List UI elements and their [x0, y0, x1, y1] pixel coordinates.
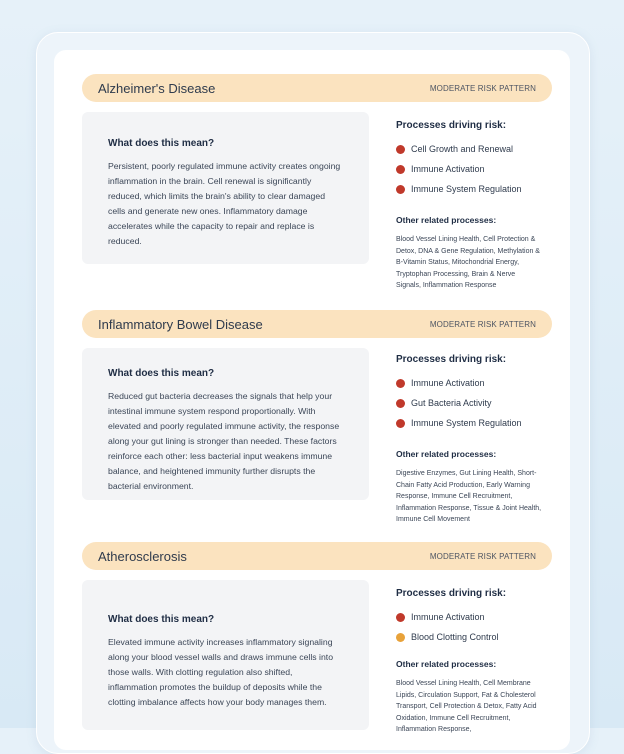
driver-label: Gut Bacteria Activity [411, 398, 492, 408]
driver-item [396, 627, 556, 647]
driver-item [396, 413, 556, 433]
meaning-title: What does this mean? [108, 614, 215, 625]
risk-dot-icon [396, 399, 405, 408]
drivers-column [396, 354, 556, 526]
related-processes-text: Blood Vessel Lining Health, Cell Membrane Lipids, Circulation Support, Fat & Cholesterol Transport, Cell Protection & Detox, Fatty Acid Oxidation, Immune Cell Recruitment, Inflammation Response, [396, 680, 537, 733]
drivers-list [396, 139, 556, 199]
meaning-body: Elevated immune activity increases inflammatory signaling along your blood vessel walls and draws immune cells into those walls. With clotting regulation also shifted, inflammation promotes the buildup of deposits while the clotting imbalance affects how your body manages them. [108, 637, 334, 707]
drivers-column [396, 120, 556, 292]
related-title: Other related processes: [396, 215, 497, 225]
condition-title: Inflammatory Bowel Disease [98, 316, 263, 332]
meaning-card [82, 348, 369, 500]
condition-header[interactable] [82, 74, 552, 102]
related-processes-text: Digestive Enzymes, Gut Lining Health, Short-Chain Fatty Acid Production, Early Warning Response, Immune Cell Recruitment, Inflammation Response, Tissue & Joint Health, Immune Cell Movement [396, 470, 542, 523]
meaning-body: Persistent, poorly regulated immune activity creates ongoing inflammation in the brain. Cell renewal is significantly reduced, which limits the brain's ability to clear damaged cells and generate new ones. Inflammatory damage accelerates while the capacity to repair and replace is reduced. [108, 161, 341, 246]
driver-label: Immune System Regulation [411, 418, 522, 428]
condition-header[interactable] [82, 542, 552, 570]
driver-item [396, 393, 556, 413]
risk-dot-icon [396, 633, 405, 642]
driver-label: Immune Activation [411, 164, 485, 174]
meaning-title: What does this mean? [108, 138, 215, 149]
meaning-card [82, 580, 369, 730]
drivers-title: Processes driving risk: [396, 120, 507, 131]
driver-item [396, 373, 556, 393]
driver-item [396, 139, 556, 159]
related-title: Other related processes: [396, 659, 497, 669]
drivers-list [396, 373, 556, 433]
risk-badge: MODERATE RISK PATTERN [429, 319, 536, 329]
driver-label: Immune Activation [411, 612, 485, 622]
condition-header[interactable] [82, 310, 552, 338]
related-title: Other related processes: [396, 449, 497, 459]
driver-item [396, 607, 556, 627]
risk-dot-icon [396, 613, 405, 622]
risk-dot-icon [396, 145, 405, 154]
drivers-column [396, 588, 556, 736]
risk-badge: MODERATE RISK PATTERN [429, 551, 536, 561]
drivers-title: Processes driving risk: [396, 354, 507, 365]
risk-badge: MODERATE RISK PATTERN [429, 83, 536, 93]
meaning-title: What does this mean? [108, 368, 215, 379]
risk-dot-icon [396, 379, 405, 388]
meaning-card [82, 112, 369, 264]
drivers-title: Processes driving risk: [396, 588, 507, 599]
driver-item [396, 159, 556, 179]
driver-label: Immune System Regulation [411, 184, 522, 194]
driver-label: Cell Growth and Renewal [411, 144, 514, 154]
driver-label: Immune Activation [411, 378, 485, 388]
condition-title: Alzheimer's Disease [98, 80, 216, 96]
meaning-body: Reduced gut bacteria decreases the signals that help your intestinal immune system respond proportionally. With elevated and poorly regulated immune activity, the response along your gut lining is stronger than needed. These factors reinforce each other: less bacterial input weakens immune balance, and heightened immunity further disrupts the bacterial environment. [108, 391, 340, 491]
condition-title: Atherosclerosis [98, 548, 187, 564]
drivers-list [396, 607, 556, 647]
risk-dot-icon [396, 165, 405, 174]
driver-item [396, 179, 556, 199]
risk-dot-icon [396, 185, 405, 194]
driver-label: Blood Clotting Control [411, 632, 499, 642]
related-processes-text: Blood Vessel Lining Health, Cell Protection & Detox, DNA & Gene Regulation, Methylation & B-Vitamin Status, Mitochondrial Energy, Tryptophan Processing, Brain & Nerve Signals, Inflammation Response [396, 236, 540, 289]
risk-dot-icon [396, 419, 405, 428]
